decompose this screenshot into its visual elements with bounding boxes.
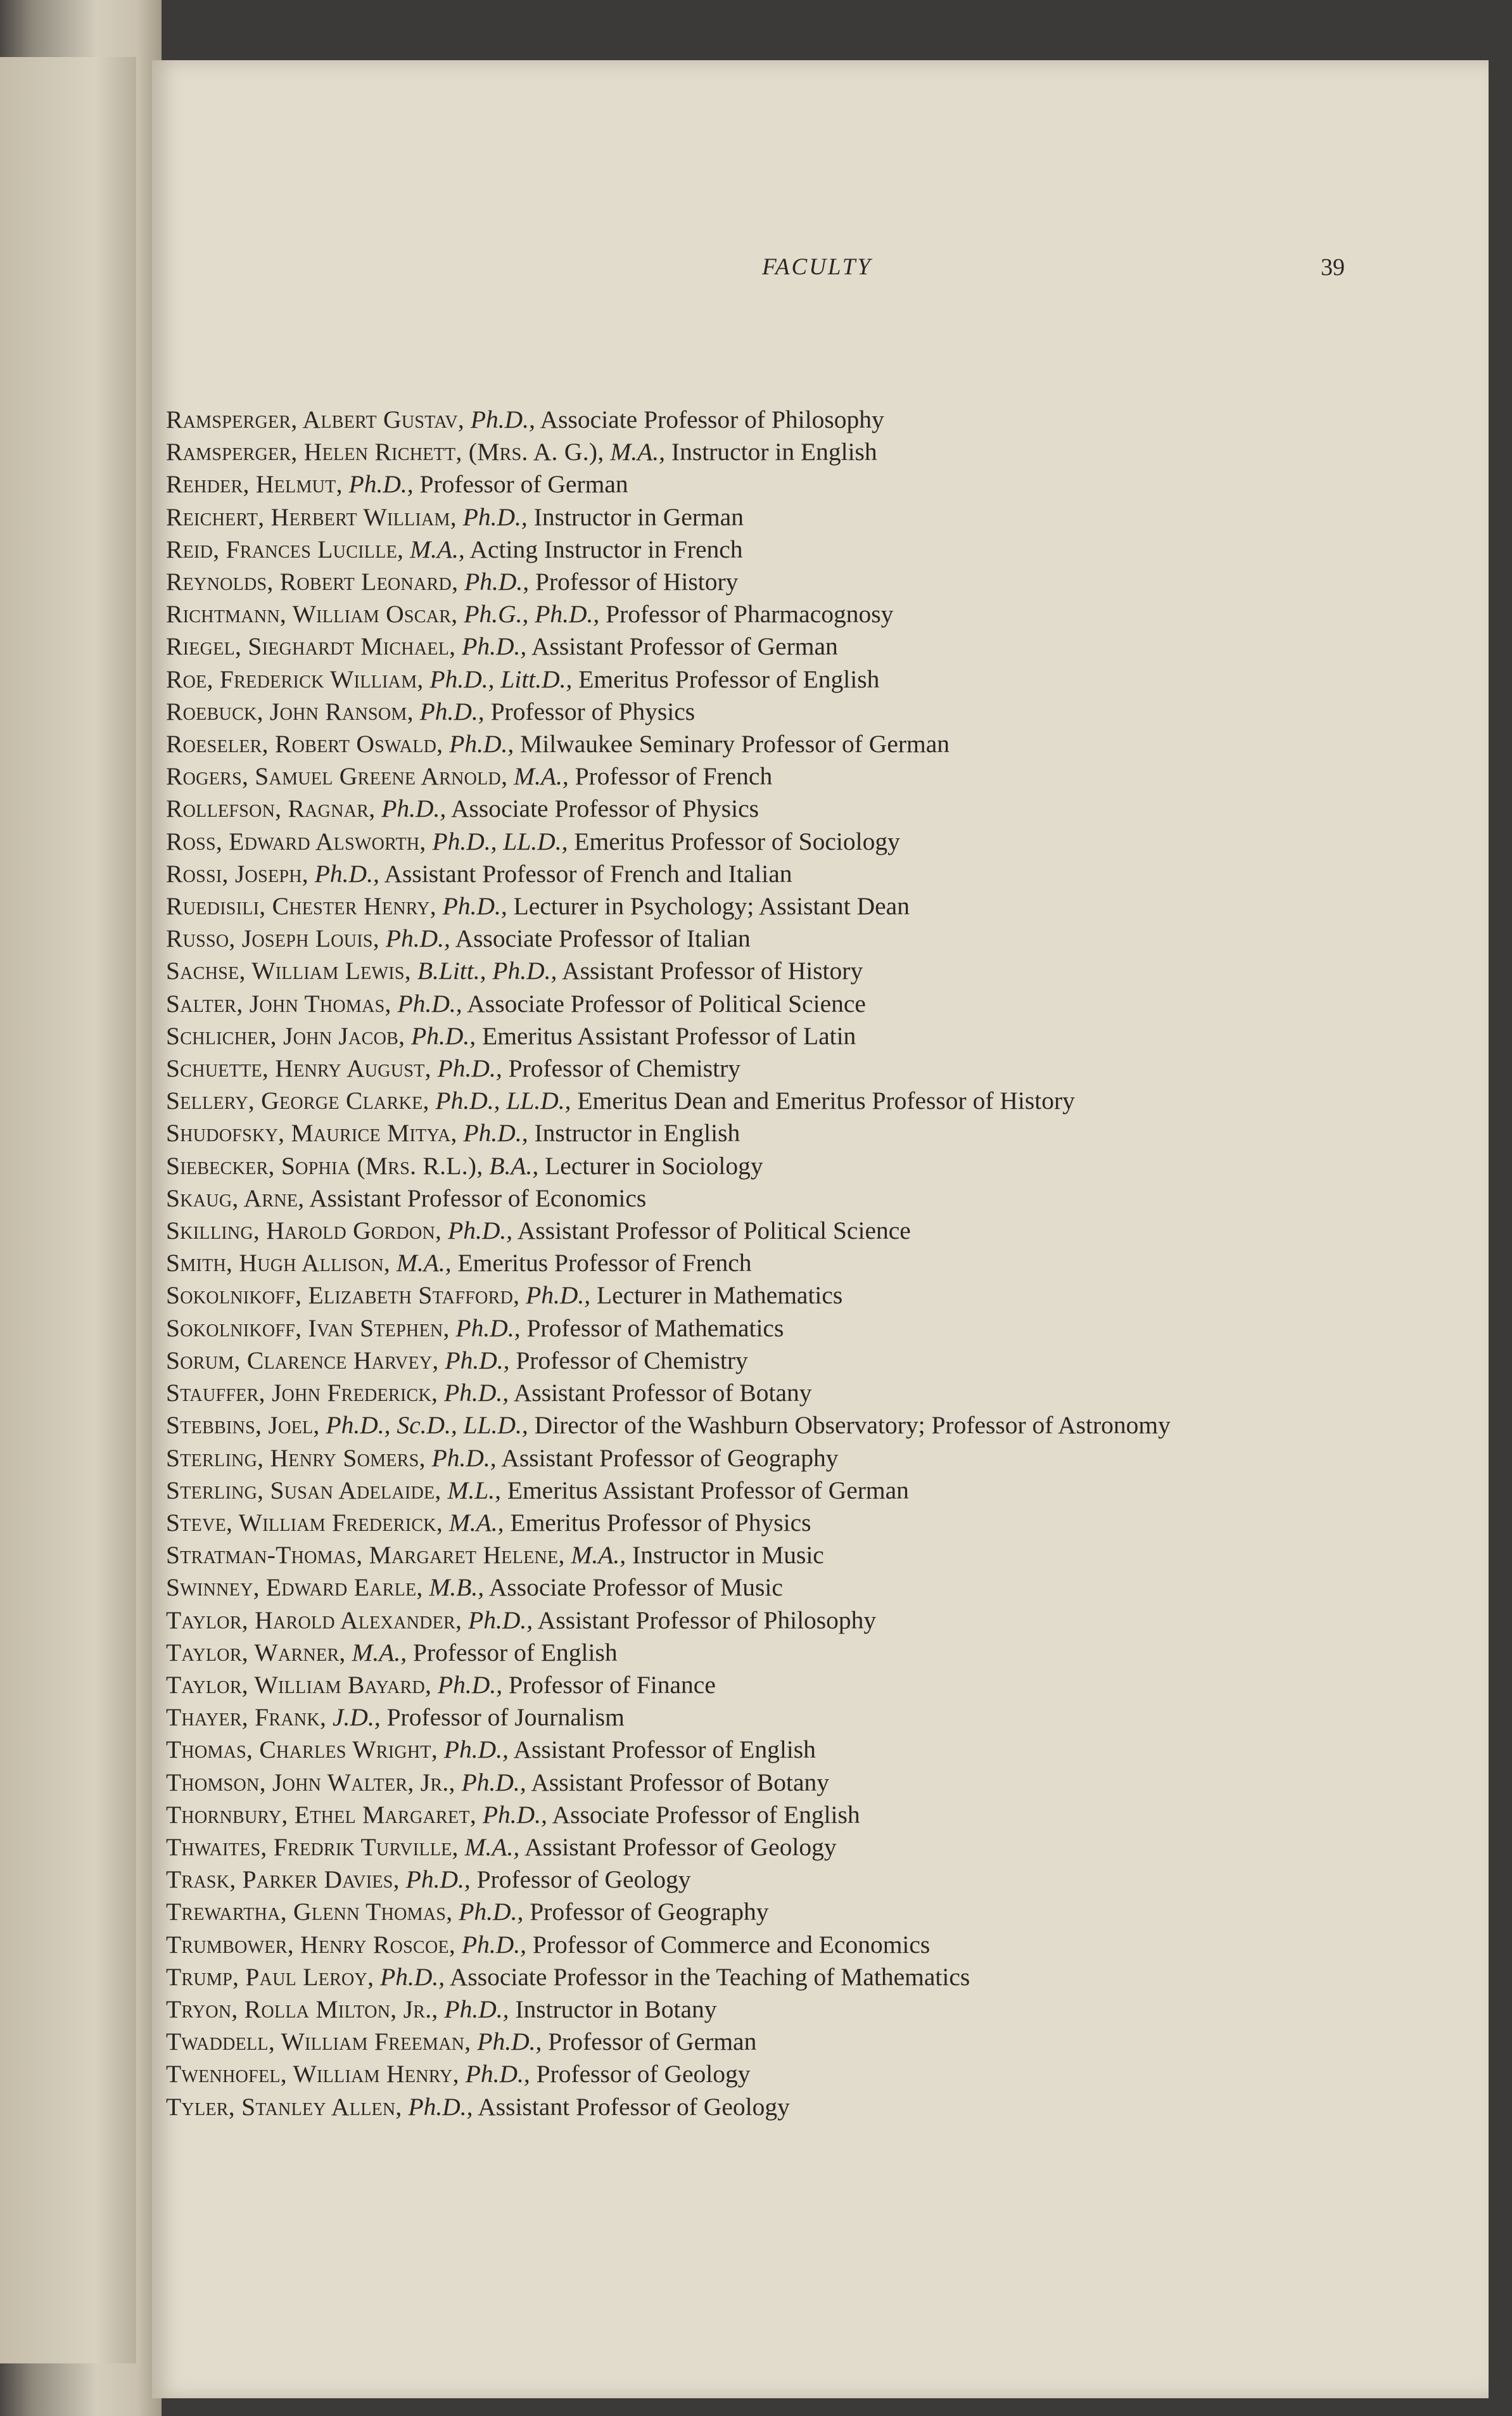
faculty-degree: Ph.D., [465, 2060, 530, 2088]
faculty-title: Emeritus Professor of French [457, 1249, 752, 1277]
faculty-name: Sellery, George Clarke, [166, 1087, 429, 1115]
faculty-entry [166, 1345, 1483, 1377]
faculty-entry [166, 1085, 1483, 1117]
faculty-degree: M.A., [410, 535, 465, 563]
faculty-entry [166, 1961, 1483, 1993]
faculty-degree: Ph.D., [381, 795, 447, 823]
faculty-degree: Ph.D., [437, 1054, 502, 1083]
faculty-degree: Ph.D., [397, 989, 462, 1018]
faculty-degree: Ph.D., [462, 502, 528, 531]
faculty-title: Assistant Professor of Philosophy [537, 1606, 877, 1634]
faculty-name: Shudofsky, Maurice Mitya, [166, 1119, 457, 1147]
faculty-title: Associate Professor of Physics [451, 795, 759, 823]
faculty-degree: Ph.D., [411, 1021, 476, 1050]
faculty-entry [166, 1312, 1483, 1345]
faculty-entry [166, 1571, 1483, 1604]
faculty-title: Assistant Professor of Economics [309, 1184, 647, 1212]
faculty-title: Lecturer in Sociology [545, 1151, 763, 1180]
faculty-entry [166, 1701, 1483, 1734]
faculty-title: Associate Professor of English [552, 1800, 860, 1829]
faculty-entry [166, 1409, 1483, 1441]
faculty-name: Tyler, Stanley Allen, [166, 2092, 402, 2121]
faculty-name: Tryon, Rolla Milton, Jr., [166, 1995, 438, 2023]
faculty-name: Trask, Parker Davies, [166, 1865, 400, 1894]
faculty-entry [166, 1604, 1483, 1637]
faculty-title: Instructor in Botany [515, 1995, 717, 2023]
faculty-degree: Ph.D., [470, 406, 535, 433]
faculty-title: Assistant Professor of French and Italian [384, 859, 792, 888]
faculty-entry [166, 1929, 1483, 1961]
faculty-name: Rehder, Helmut, [166, 470, 343, 499]
faculty-degree: Ph.D., [462, 632, 527, 661]
faculty-name: Sterling, Henry Somers, [166, 1443, 426, 1472]
faculty-degree: M.A., [514, 762, 569, 791]
faculty-title: Professor of Chemistry [508, 1054, 741, 1083]
faculty-name: Sorum, Clarence Harvey, [166, 1346, 439, 1374]
faculty-entry [166, 1117, 1483, 1149]
faculty-title: Assistant Professor of Botany [513, 1379, 812, 1407]
faculty-entry [166, 923, 1483, 955]
faculty-degree: Ph.D., [461, 1930, 526, 1959]
faculty-entry [166, 1669, 1483, 1701]
faculty-degree: Ph.D., LL.D., [432, 827, 568, 855]
faculty-title: Emeritus Professor of Physics [510, 1508, 811, 1537]
faculty-degree: Ph.D., [448, 1217, 513, 1245]
faculty-degree: M.A., [396, 1249, 452, 1277]
faculty-entry [166, 1896, 1483, 1928]
faculty-degree: Ph.G., Ph.D., [464, 600, 600, 629]
faculty-title: Professor of Geology [536, 2060, 751, 2088]
faculty-degree: M.A., [448, 1508, 504, 1537]
faculty-name: Siebecker, Sophia (Mrs. R.L.), [166, 1151, 483, 1180]
faculty-entry [166, 1637, 1483, 1669]
faculty-degree: Ph.D., [385, 924, 450, 953]
faculty-degree: Ph.D., [526, 1281, 591, 1310]
faculty-title: Professor of Geography [530, 1898, 769, 1926]
faculty-entry [166, 1767, 1483, 1799]
faculty-entry [166, 1474, 1483, 1507]
faculty-title: Associate Professor of Political Science [467, 989, 866, 1018]
faculty-title: Instructor in Music [632, 1541, 824, 1569]
faculty-name: Schlicher, John Jacob, [166, 1021, 405, 1050]
faculty-title: Professor of English [413, 1638, 618, 1666]
faculty-entry [166, 826, 1483, 858]
faculty-degree: Ph.D., Sc.D., LL.D., [326, 1411, 528, 1440]
faculty-title: Milwaukee Seminary Professor of German [520, 730, 950, 758]
faculty-degree: M.A., [571, 1541, 626, 1569]
faculty-entry [166, 1863, 1483, 1896]
faculty-entry [166, 1993, 1483, 2026]
faculty-degree: M.A., [610, 438, 666, 466]
page-number: 39 [1321, 254, 1345, 281]
faculty-name: Trumbower, Henry Roscoe, [166, 1930, 456, 1959]
faculty-degree: Ph.D., [482, 1800, 547, 1829]
faculty-title: Assistant Professor of Geology [524, 1832, 837, 1861]
faculty-degree: Ph.D., [477, 2028, 542, 2056]
faculty-title: Emeritus Professor of Sociology [574, 827, 900, 855]
faculty-title: Professor of Physics [490, 697, 696, 725]
faculty-name: Reichert, Herbert William, [166, 502, 457, 531]
faculty-name: Ruedisili, Chester Henry, [166, 892, 436, 921]
faculty-name: Reynolds, Robert Leonard, [166, 568, 459, 596]
faculty-name: Roebuck, John Ransom, [166, 697, 414, 725]
faculty-entry [166, 1799, 1483, 1831]
faculty-entry [166, 955, 1483, 987]
faculty-entry [166, 501, 1483, 534]
faculty-entry [166, 436, 1483, 468]
faculty-list [166, 404, 1483, 2123]
faculty-degree: Ph.D., [443, 1735, 509, 1764]
faculty-name: Thayer, Frank, [166, 1703, 327, 1732]
faculty-entry [166, 1442, 1483, 1474]
faculty-title: Professor of Finance [508, 1670, 716, 1699]
faculty-entry [166, 1539, 1483, 1571]
faculty-name: Rossi, Joseph, [166, 859, 308, 888]
faculty-title: Emeritus Assistant Professor of Latin [482, 1021, 856, 1050]
faculty-title: Associate Professor of Philosophy [540, 406, 884, 433]
faculty-entry [166, 890, 1483, 923]
faculty-entry [166, 598, 1483, 630]
faculty-name: Ramsperger, Albert Gustav, [166, 406, 465, 433]
faculty-degree: Ph.D., [459, 1898, 524, 1926]
faculty-degree: M.L., [447, 1476, 501, 1504]
faculty-title: Professor of Geology [476, 1865, 691, 1894]
faculty-entry [166, 1734, 1483, 1766]
faculty-entry [166, 1020, 1483, 1052]
faculty-name: Thomson, John Walter, Jr., [166, 1768, 455, 1796]
faculty-name: Russo, Joseph Louis, [166, 924, 379, 953]
faculty-entry [166, 858, 1483, 890]
faculty-title: Instructor in English [671, 438, 877, 466]
faculty-title: Professor of Pharmacognosy [606, 600, 894, 629]
faculty-title: Assistant Professor of Political Science [517, 1217, 911, 1245]
faculty-degree: Ph.D., [444, 1995, 509, 2023]
faculty-degree: Ph.D., [419, 697, 485, 725]
faculty-title: Professor of Journalism [386, 1703, 625, 1732]
faculty-entry [166, 534, 1483, 566]
faculty-name: Roe, Frederick William, [166, 665, 424, 693]
faculty-entry [166, 468, 1483, 501]
faculty-name: Twaddell, William Freeman, [166, 2028, 471, 2056]
faculty-entry [166, 1182, 1483, 1215]
faculty-name: Taylor, Warner, [166, 1638, 346, 1666]
faculty-name: Rollefson, Ragnar, [166, 795, 376, 823]
faculty-name: Trump, Paul Leroy, [166, 1962, 374, 1991]
faculty-degree: Ph.D., LL.D., [435, 1087, 571, 1115]
faculty-entry [166, 793, 1483, 825]
running-title: FACULTY [762, 254, 872, 280]
faculty-degree: Ph.D., [431, 1443, 497, 1472]
faculty-entry [166, 566, 1483, 598]
faculty-degree: Ph.D., [468, 1606, 533, 1634]
faculty-title: Lecturer in Mathematics [597, 1281, 843, 1310]
faculty-degree: Ph.D., [461, 1768, 526, 1796]
faculty-entry [166, 728, 1483, 760]
faculty-name: Trewartha, Glenn Thomas, [166, 1898, 453, 1926]
faculty-degree: Ph.D., Litt.D., [429, 665, 573, 693]
faculty-name: Riegel, Sieghardt Michael, [166, 632, 456, 661]
faculty-title: Professor of History [535, 568, 739, 596]
faculty-name: Ross, Edward Alsworth, [166, 827, 426, 855]
faculty-name: Roeseler, Robert Oswald, [166, 730, 443, 758]
document-page [152, 60, 1489, 2398]
faculty-degree: B.A., [489, 1151, 539, 1180]
faculty-degree: J.D., [333, 1703, 381, 1732]
faculty-name: Schuette, Henry August, [166, 1054, 431, 1083]
faculty-name: Skaug, Arne, [166, 1184, 305, 1212]
faculty-name: Sokolnikoff, Ivan Stephen, [166, 1313, 450, 1342]
faculty-degree: M.A., [464, 1832, 520, 1861]
faculty-entry [166, 2058, 1483, 2090]
faculty-title: Instructor in English [534, 1119, 740, 1147]
faculty-title: Associate Professor in the Teaching of Mathematics [449, 1962, 970, 1991]
faculty-entry [166, 1150, 1483, 1182]
faculty-degree: Ph.D., [442, 892, 507, 921]
faculty-degree: Ph.D., [438, 1670, 503, 1699]
faculty-name: Thornbury, Ethel Margaret, [166, 1800, 477, 1829]
faculty-degree: Ph.D., [445, 1346, 510, 1374]
faculty-name: Stauffer, John Frederick, [166, 1379, 438, 1407]
faculty-title: Emeritus Assistant Professor of German [507, 1476, 909, 1504]
faculty-name: Twenhofel, William Henry, [166, 2060, 459, 2088]
faculty-entry [166, 1507, 1483, 1539]
faculty-entry [166, 1215, 1483, 1247]
faculty-title: Assistant Professor of Geography [501, 1443, 839, 1472]
faculty-entry [166, 663, 1483, 696]
faculty-degree: Ph.D., [464, 568, 530, 596]
faculty-name: Stratman-Thomas, Margaret Helene, [166, 1541, 565, 1569]
faculty-name: Richtmann, William Oscar, [166, 600, 458, 629]
faculty-title: Assistant Professor of Geology [478, 2092, 790, 2121]
faculty-entry [166, 988, 1483, 1020]
faculty-degree: M.A., [352, 1638, 407, 1666]
faculty-title: Professor of Mathematics [526, 1313, 784, 1342]
faculty-name: Sokolnikoff, Elizabeth Stafford, [166, 1281, 520, 1310]
faculty-entry [166, 1052, 1483, 1085]
faculty-entry [166, 1377, 1483, 1409]
faculty-degree: Ph.D., [348, 470, 414, 499]
faculty-degree: M.B., [429, 1573, 485, 1602]
faculty-degree: Ph.D., [408, 2092, 473, 2121]
faculty-name: Sachse, William Lewis, [166, 957, 411, 985]
faculty-name: Rogers, Samuel Greene Arnold, [166, 762, 508, 791]
faculty-name: Stebbins, Joel, [166, 1411, 320, 1440]
faculty-title: Professor of French [575, 762, 773, 791]
faculty-name: Thomas, Charles Wright, [166, 1735, 438, 1764]
faculty-title: Assistant Professor of Botany [531, 1768, 829, 1796]
faculty-degree: Ph.D., [405, 1865, 471, 1894]
faculty-entry [166, 2091, 1483, 2123]
faculty-name: Taylor, William Bayard, [166, 1670, 432, 1699]
faculty-entry [166, 630, 1483, 663]
faculty-degree: B.Litt., Ph.D., [417, 957, 557, 985]
faculty-title: Professor of German [548, 2028, 757, 2056]
faculty-title: Director of the Washburn Observatory; Professor of Astronomy [534, 1411, 1171, 1440]
faculty-title: Professor of Chemistry [516, 1346, 748, 1374]
faculty-title: Emeritus Professor of English [578, 665, 880, 693]
faculty-title: Associate Professor of Music [488, 1573, 783, 1602]
faculty-degree: Ph.D., [444, 1379, 509, 1407]
faculty-name: Swinney, Edward Earle, [166, 1573, 423, 1602]
faculty-title: Emeritus Dean and Emeritus Professor of History [577, 1087, 1075, 1115]
faculty-entry [166, 760, 1483, 793]
faculty-entry [166, 2026, 1483, 2058]
faculty-name: Ramsperger, Helen Richett, (Mrs. A. G.), [166, 438, 604, 466]
faculty-entry [166, 696, 1483, 728]
faculty-name: Reid, Frances Lucille, [166, 535, 404, 563]
faculty-title: Acting Instructor in French [469, 535, 743, 563]
faculty-title: Assistant Professor of History [562, 957, 863, 985]
faculty-title: Assistant Professor of English [513, 1735, 816, 1764]
faculty-degree: Ph.D., [455, 1313, 521, 1342]
faculty-title: Assistant Professor of German [531, 632, 838, 661]
faculty-name: Thwaites, Fredrik Turville, [166, 1832, 459, 1861]
faculty-title: Professor of German [419, 470, 628, 499]
faculty-name: Taylor, Harold Alexander, [166, 1606, 462, 1634]
faculty-name: Skilling, Harold Gordon, [166, 1217, 442, 1245]
faculty-name: Salter, John Thomas, [166, 989, 391, 1018]
faculty-degree: Ph.D., [449, 730, 514, 758]
faculty-entry [166, 1247, 1483, 1279]
faculty-entry [166, 404, 1483, 436]
faculty-entry [166, 1831, 1483, 1863]
faculty-title: Lecturer in Psychology; Assistant Dean [513, 892, 910, 921]
faculty-name: Steve, William Frederick, [166, 1508, 443, 1537]
faculty-degree: Ph.D., [463, 1119, 528, 1147]
faculty-title: Instructor in German [533, 502, 744, 531]
faculty-entry [166, 1279, 1483, 1312]
faculty-name: Smith, Hugh Allison, [166, 1249, 391, 1277]
faculty-degree: Ph.D., [380, 1962, 445, 1991]
faculty-name: Sterling, Susan Adelaide, [166, 1476, 442, 1504]
faculty-degree: Ph.D., [314, 859, 379, 888]
faculty-title: Professor of Commerce and Economics [532, 1930, 931, 1959]
faculty-title: Associate Professor of Italian [455, 924, 751, 953]
facing-page-edge [0, 57, 136, 2363]
